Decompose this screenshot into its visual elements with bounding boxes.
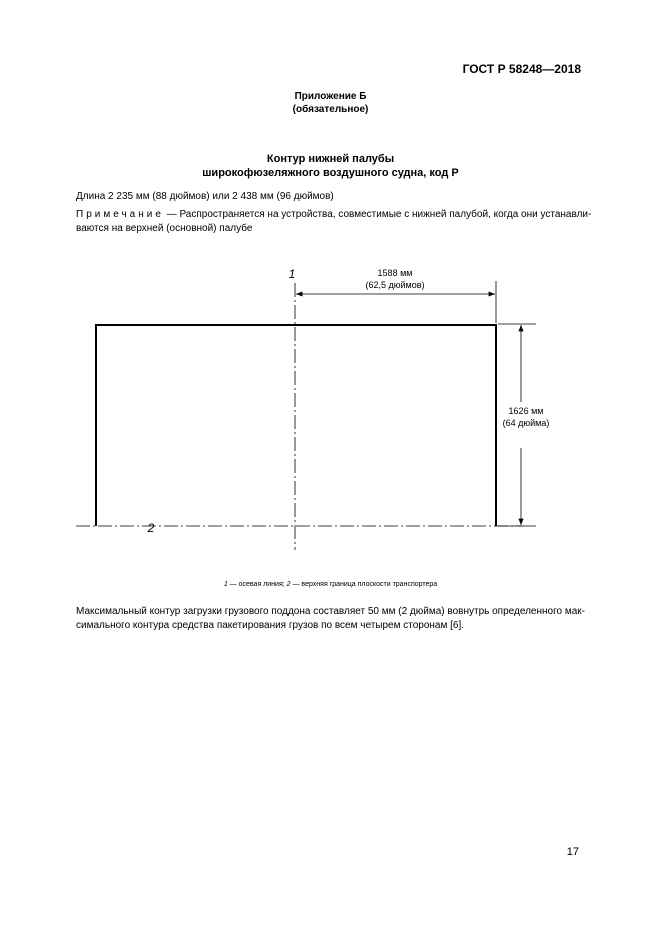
- length-text: Длина 2 235 мм (88 дюймов) или 2 438 мм (96 дюймов): [76, 191, 334, 202]
- note-text-line2: ваются на верхней (основной) палубе: [76, 223, 253, 234]
- page-number: 17: [566, 846, 579, 858]
- annex-subtitle: (обязательное): [292, 104, 369, 115]
- standard-number: ГОСТ Р 58248—2018: [462, 62, 581, 76]
- width-dim-inches: (62,5 дюймов): [365, 280, 425, 290]
- section-title-line1: Контур нижней палубы: [266, 153, 395, 165]
- legend-num-2: 2: [286, 581, 291, 588]
- marker-1: 1: [288, 267, 296, 281]
- width-dim-label: 1588 мм: [377, 268, 413, 278]
- height-dim-inches: (64 дюйма): [502, 418, 550, 428]
- annex-title: Приложение Б: [294, 91, 367, 102]
- height-dim-label: 1626 мм: [508, 406, 544, 416]
- note-text: — Распространяется на устройства, совместимые с нижней палубой, когда они устанавли-: [163, 209, 592, 220]
- section-title-line2: широкофюзеляжного воздушного судна, код Р: [202, 167, 459, 179]
- legend-text-2: — верхняя граница плоскости транспортера: [290, 581, 438, 588]
- marker-2: 2: [147, 521, 155, 535]
- note-label: Примечание: [76, 209, 164, 220]
- legend-text-1: — осевая линия;: [227, 581, 287, 588]
- legend-num-1: 1: [223, 581, 228, 588]
- body-text-line2: симального контура средства пакетирования грузов по всем четырем сторонам [6].: [76, 620, 465, 631]
- figure-legend: [0, 581, 661, 588]
- body-text-line1: Максимальный контур загрузки грузового поддона составляет 50 мм (2 дюйма) вовнутрь определенного мак-: [76, 606, 585, 617]
- contour-outline: [96, 325, 496, 526]
